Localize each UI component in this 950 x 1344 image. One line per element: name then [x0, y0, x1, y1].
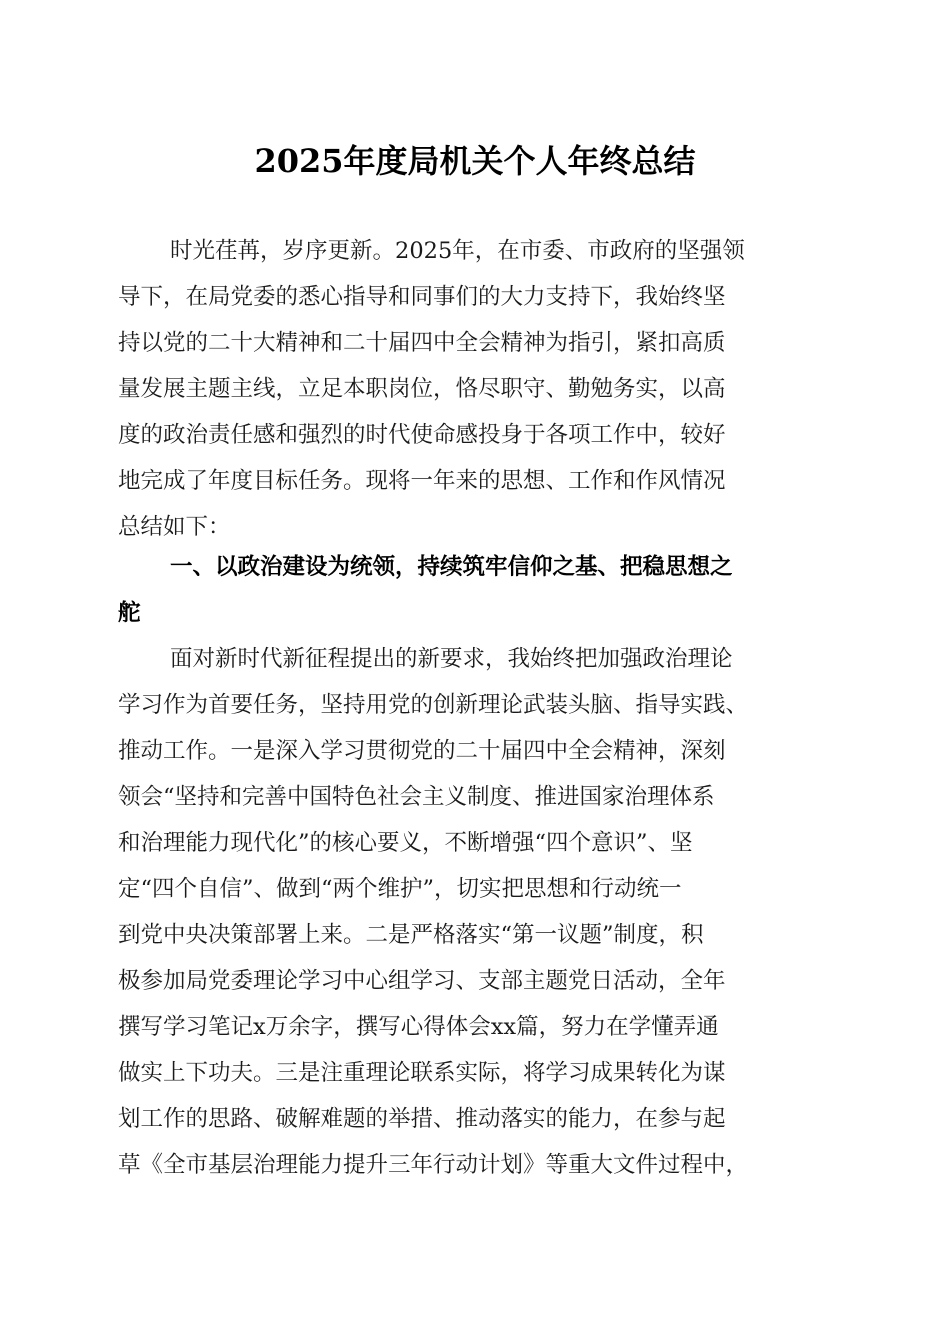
paragraph-line: 持以党的二十大精神和二十届四中全会精神为指引，紧扣高质	[118, 330, 726, 356]
paragraph-line: 划工作的思路、破解难题的举措、推动落实的能力，在参与起	[118, 1106, 726, 1132]
heading-line: 一、以政治建设为统领，持续筑牢信仰之基、把稳思想之	[170, 554, 733, 580]
paragraph-line: 领会“坚持和完善中国特色社会主义制度、推进国家治理体系	[118, 784, 715, 810]
paragraph-line: 撰写学习笔记x万余字，撰写心得体会xx篇，努力在学懂弄通	[118, 1014, 719, 1040]
section-heading	[118, 544, 838, 636]
paragraph-line: 草《全市基层治理能力提升三年行动计划》等重大文件过程中，	[118, 1152, 749, 1178]
paragraph-line: 度的政治责任感和强烈的时代使命感投身于各项工作中，较好	[118, 422, 726, 448]
paragraph-line: 极参加局党委理论学习中心组学习、支部主题党日活动，全年	[118, 968, 726, 994]
paragraph-line: 导下，在局党委的悉心指导和同事们的大力支持下，我始终坚	[118, 284, 726, 310]
paragraph-line: 定“四个自信”、做到“两个维护”，切实把思想和行动统一	[118, 876, 682, 902]
intro-paragraph	[118, 228, 838, 550]
paragraph-line: 地完成了年度目标任务。现将一年来的思想、工作和作风情况	[118, 468, 726, 494]
paragraph-line: 推动工作。一是深入学习贯彻党的二十届四中全会精神，深刻	[118, 738, 726, 764]
paragraph-line: 量发展主题主线，立足本职岗位，恪尽职守、勤勉务实，以高	[118, 376, 726, 402]
paragraph-line: 面对新时代新征程提出的新要求，我始终把加强政治理论	[170, 646, 733, 672]
paragraph-line: 和治理能力现代化”的核心要义，不断增强“四个意识”、坚	[118, 830, 693, 856]
document-title: 2025年度局机关个人年终总结	[254, 142, 696, 180]
paragraph-line: 时光荏苒，岁序更新。2025年，在市委、市政府的坚强领	[170, 238, 745, 264]
paragraph-line: 到党中央决策部署上来。二是严格落实“第一议题”制度，积	[118, 922, 704, 948]
section-paragraph	[118, 636, 838, 1188]
paragraph-line: 学习作为首要任务，坚持用党的创新理论武装头脑、指导实践、	[118, 692, 749, 718]
heading-line: 舵	[118, 600, 141, 626]
paragraph-line: 做实上下功夫。三是注重理论联系实际，将学习成果转化为谋	[118, 1060, 726, 1086]
paragraph-line: 总结如下：	[118, 514, 231, 540]
